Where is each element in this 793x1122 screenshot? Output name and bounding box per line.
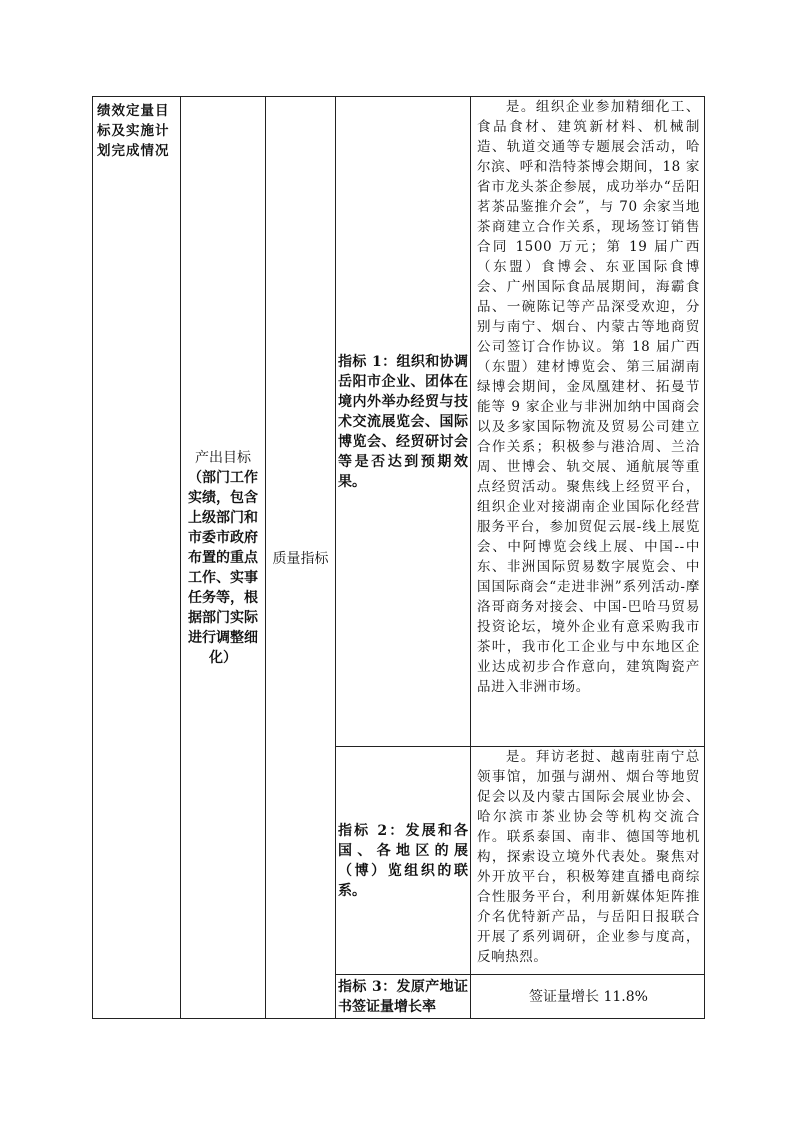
value-text: 是。组织企业参加精细化工、食品食材、建筑新材料、机械制造、轨道交通等专题展会活动，哈尔滨、呼和浩特茶博会期间，18 家省市龙头茶企参展，成功举办“岳阳茗茶品鉴推介会”，与 70 余家当地茶商建立合作关系，现场签订销售合同 1500 万元；第 19 届广西（东盟）食博会、东亚国际食博会、广州国际食品展期间，海霸食品、一碗陈记等产品深受欢迎，分别与南宁、烟台、内蒙古等地商贸公司签订合作协议。第 18 届广西（东盟）建材博览会、第三届湖南绿博会期间，金凤凰建材、拓曼节能等 9 家企业与非洲加纳中国商会以及多家国际物流及贸易公司建立合作关系；积极参与港洽周、兰洽周、世博会、轨交展、通航展等重点经贸活动。聚焦线上经贸平台，组织企业对接湖南企业国际化经营服务平台，参加贸促云展-线上展览会、中阿博览会线上展、中国--中东、非洲国际贸易数字展览会、中国国际商会“走进非洲”系列活动-摩洛哥商务对接会、中国-巴哈马贸易投资论坛，境外企业有意采购我市茶叶，我市化工企业与中东地区企业达成初步合作意向，建筑陶瓷产品进入非洲市场。 [477, 99, 700, 695]
type-cell [266, 97, 336, 1019]
indicator-cell-3 [336, 975, 471, 1019]
indicator-text: 指标 1：组织和协调岳阳市企业、团体在境内外举办经贸与技术交流展览会、国际博览会、经贸研讨会等是否达到预期效果。 [338, 353, 468, 490]
table-row [93, 97, 705, 747]
value-text: 是。拜访老挝、越南驻南宁总领事馆，加强与湖州、烟台等地贸促会以及内蒙古国际会展业协会、哈尔滨市茶业协会等机构交流合作。联系泰国、南非、德国等地机构，探索设立境外代表处。聚焦对外开放平台，积极筹建直播电商综合性服务平台，利用新媒体矩阵推介名优特新产品，与岳阳日报联合开展了系列调研，企业参与度高，反响热烈。 [477, 749, 700, 965]
type-label: 质量指标 [272, 550, 329, 567]
indicator-cell-2 [336, 747, 471, 975]
value-cell-3 [471, 975, 705, 1019]
value-cell-1 [471, 97, 705, 747]
performance-table [92, 96, 705, 1019]
category-detail: （部门工作实绩，包含上级部门和市委市政府布置的重点工作、实事任务等，根据部门实际进行调整细化） [188, 469, 258, 666]
header-label: 绩效定量目标及实施计划完成情况 [97, 103, 170, 159]
indicator-text: 指标 3：发原产地证书签证量增长率 [338, 978, 468, 1015]
category-title: 产出目标 [195, 449, 251, 466]
indicator-cell-1 [336, 97, 471, 747]
value-cell-2 [471, 747, 705, 975]
value-text: 签证量增长 11.8% [529, 988, 648, 1005]
category-cell [181, 97, 266, 1019]
indicator-text: 指标 2：发展和各国、各地区的展（博）览组织的联系。 [338, 822, 468, 899]
header-cell [93, 97, 181, 1019]
